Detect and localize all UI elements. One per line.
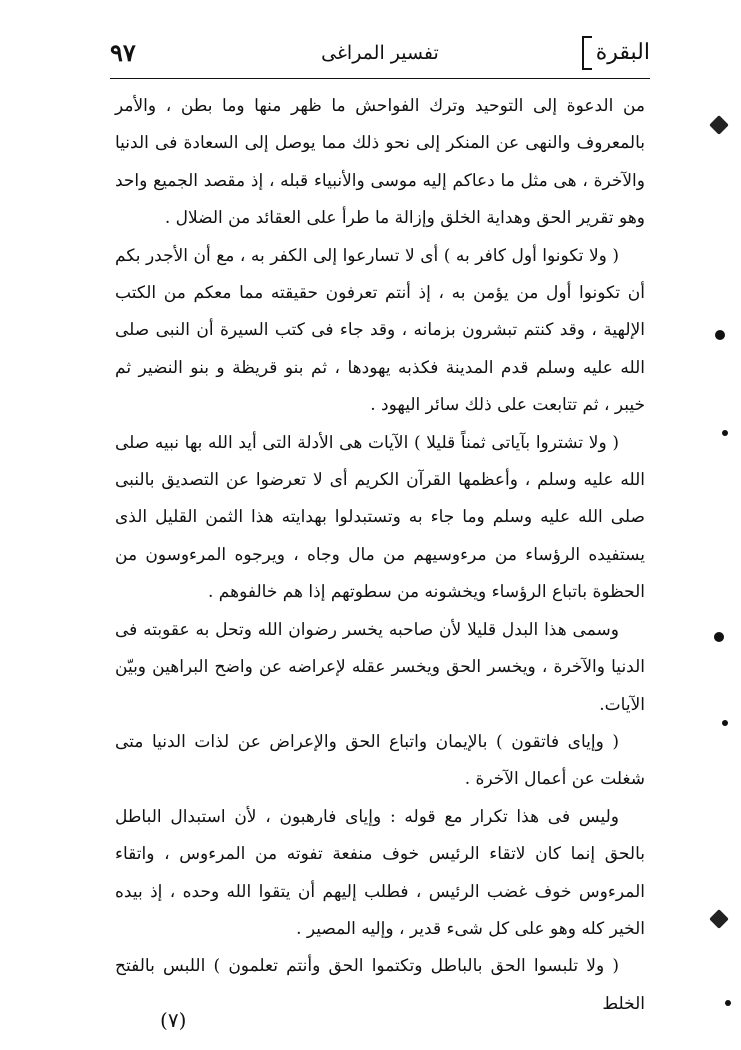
header-divider xyxy=(110,78,650,79)
page-body xyxy=(115,88,645,1023)
paragraph-6: وليس فى هذا تكرار مع قوله : وإياى فارهبون ، لأن استبدال الباطل بالحق إنما كان لاتقاء الرئيس خوف منفعة تفوته من المرءوس ، واتقاء المرءوس خوف غضب الرئيس ، فطلب إليهم أن يتقوا الله وحده ، إذ بيده الخير كله وهو على كل شىء قدير ، وإليه المصير . xyxy=(115,806,645,939)
scan-mark-icon xyxy=(725,1000,731,1006)
paragraph-5: ( وإياى فاتقون ) بالإيمان واتباع الحق والإعراض عن لذات الدنيا متى شغلت عن أعمال الآخرة . xyxy=(115,731,645,790)
signature-mark: (٧) xyxy=(160,1008,187,1032)
scan-mark-icon xyxy=(722,720,728,726)
paragraph-4: وسمى هذا البدل قليلا لأن صاحبه يخسر رضوان الله وتحل به عقوبته فى الدنيا والآخرة ، ويخسر الحق ويخسر عقله لإعراضه عن واضح البراهين وبيّن الآيات. xyxy=(115,619,645,715)
paragraph-7: ( ولا تلبسوا الحق بالباطل وتكتموا الحق وأنتم تعلمون ) اللبس بالفتح الخلط xyxy=(115,956,645,1014)
book-title: تفسير المراغى xyxy=(321,42,439,64)
scan-mark-icon xyxy=(714,632,724,642)
paragraph-2: ( ولا تكونوا أول كافر به ) أى لا تسارعوا إلى الكفر به ، مع أن الأجدر بكم أن تكونوا أول من يؤمن به ، إذ أنتم تعرفون حقيقته مما معكم من الكتب الإلهية ، وقد كنتم تبشرون بزمانه ، وقد جاء فى كتب السيرة أن النبى صلى الله عليه وسلم قدم المدينة فكذبه يهودها ، ثم بنو قريظة و بنو النضير ثم خيبر ، ثم تتابعت على ذلك سائر اليهود . xyxy=(115,245,645,416)
page-number: ٩٧ xyxy=(110,38,136,67)
surah-name-text: البقرة xyxy=(595,40,650,65)
scan-mark-icon xyxy=(709,909,729,929)
paragraph-3: ( ولا تشتروا بآياتى ثمناً قليلا ) الآيات هى الأدلة التى أيد الله بها نبيه صلى الله عليه وسلم ، وأعظمها القرآن الكريم أى لا تعرضوا عن التصديق بالنبى صلى الله عليه وسلم وما جاء به وتستبدلوا بهدايته هذا الثمن القليل الذى يستفيده الرؤساء من مرءوسيهم من مال وجاه ، ويرجوه المرءوسون من الحظوة باتباع الرؤساء ويخشونه من سطوتهم إذا هم خالفوهم . xyxy=(115,432,645,603)
page-header xyxy=(110,36,650,76)
scan-mark-icon xyxy=(722,430,728,436)
scan-mark-icon xyxy=(715,330,725,340)
paragraph-1: من الدعوة إلى التوحيد وترك الفواحش ما ظهر منها وما بطن ، والأمر بالمعروف والنهى عن المنكر إلى نحو ذلك مما يوصل إلى السعادة فى الدنيا والآخرة ، هى مثل ما دعاكم إليه موسى والأنبياء قبله ، إذ مقصد الجميع واحد وهو تقرير الحق وهداية الخلق وإزالة ما طرأ على العقائد من الضلال . xyxy=(115,96,645,229)
scan-mark-icon xyxy=(709,115,729,135)
